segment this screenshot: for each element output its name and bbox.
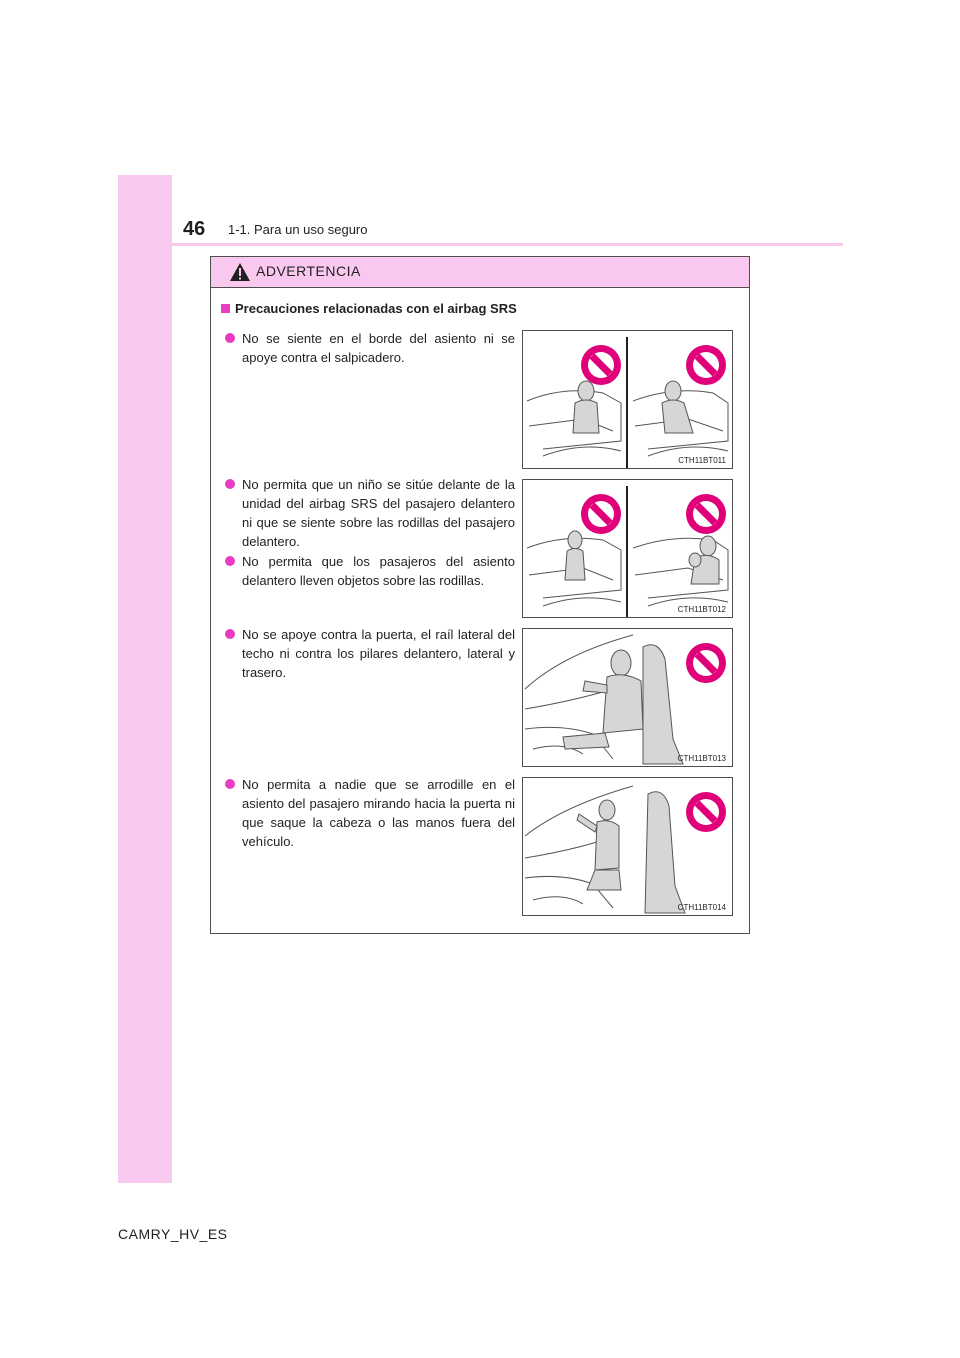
figure-code: CTH11BT011 — [678, 456, 726, 465]
bullet-icon — [225, 779, 235, 789]
warning-item: No permita que un niño se sitúe delante de la unidad del airbag SRS del pasajero delantero ni que se siente sobre las rodillas del pasajero delantero. — [225, 475, 515, 551]
warning-item: No se apoye contra la puerta, el raíl lateral del techo ni contra los pilares delantero, lateral y trasero. — [225, 625, 515, 682]
side-tab-band — [118, 175, 172, 1183]
bullet-icon — [225, 333, 235, 343]
subhead-text: Precauciones relacionadas con el airbag SRS — [235, 301, 517, 316]
warning-item: No permita que los pasajeros del asiento delantero lleven objetos sobre las rodillas. — [225, 552, 515, 590]
square-bullet-icon — [221, 304, 230, 313]
figure-code: CTH11BT013 — [677, 754, 726, 763]
warning-subhead — [221, 301, 517, 316]
bullet-icon — [225, 556, 235, 566]
illustration-drawing — [523, 480, 732, 617]
warning-item: No permita a nadie que se arrodille en el asiento del pasajero mirando hacia la puerta ni que saque la cabeza o las manos fuera del vehículo. — [225, 775, 515, 851]
illustration-drawing — [523, 331, 732, 468]
illustration-edge-of-seat — [522, 330, 733, 469]
warning-header — [211, 257, 749, 288]
footer-model-code: CAMRY_HV_ES — [118, 1226, 228, 1242]
bullet-icon — [225, 479, 235, 489]
section-title: 1-1. Para un uso seguro — [228, 222, 368, 237]
header-rule — [118, 243, 843, 246]
warning-item: No se siente en el borde del asiento ni se apoye contra el salpicadero. — [225, 329, 515, 367]
warning-box — [210, 256, 750, 934]
illustration-drawing — [523, 629, 732, 766]
illustration-kneeling-on-seat — [522, 777, 733, 916]
warning-triangle-icon — [229, 262, 251, 282]
illustration-child-in-front — [522, 479, 733, 618]
illustration-drawing — [523, 778, 732, 915]
bullet-icon — [225, 629, 235, 639]
figure-code: CTH11BT012 — [677, 605, 726, 614]
figure-code: CTH11BT014 — [677, 903, 726, 912]
warning-title: ADVERTENCIA — [256, 263, 361, 279]
illustration-leaning-on-door — [522, 628, 733, 767]
page-number: 46 — [183, 218, 206, 240]
